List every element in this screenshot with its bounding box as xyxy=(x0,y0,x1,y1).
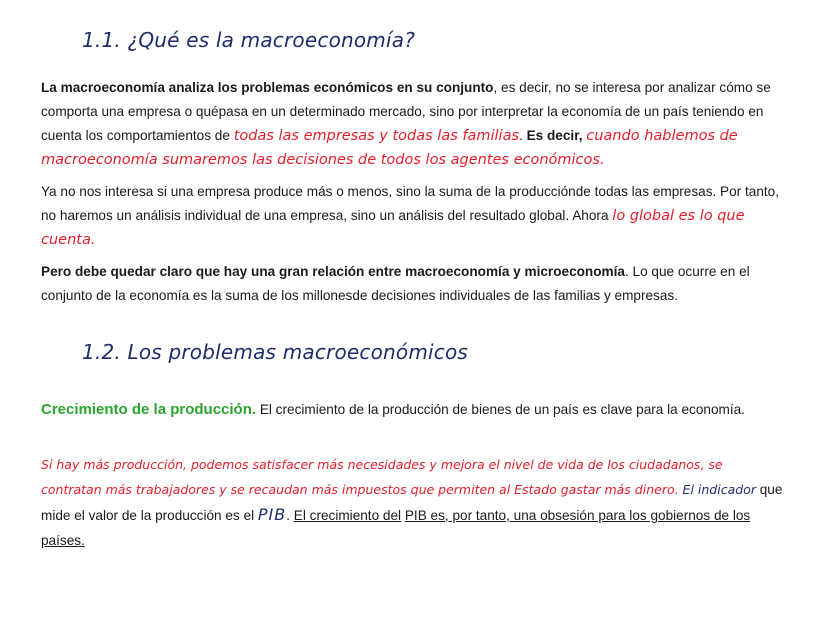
text: . xyxy=(286,508,294,523)
pib-label: PIB xyxy=(257,505,287,524)
bold-intro: La macroeconomía analiza los problemas económicos en su conjunto xyxy=(41,80,494,95)
bold-text: Es decir, xyxy=(526,128,583,143)
handwritten-annotation: Si hay más producción, podemos satisfacer más necesidades y mejora el nivel de vida de los ciudadanos, se contratan más trabajadores y se recaudan más impuestos que permiten al Estado gastar más dinero. xyxy=(41,457,723,497)
text: que mide el valor de la producción es el xyxy=(41,482,783,523)
handwritten-annotation: cuando hablemos de macroeconomía sumaremos las decisiones de todos los agentes económicos. xyxy=(41,128,738,168)
text: . xyxy=(519,128,527,143)
handwritten-annotation: todas las empresas y todas las familias xyxy=(233,128,520,144)
underlined-text: El crecimiento del xyxy=(293,508,402,523)
section-heading-2: 1.2. Los problemas macroeconómicos xyxy=(82,340,469,364)
text: . Lo que ocurre en el conjunto de la economía es la suma de los millonesde decisiones individuales de las familias y empresas. xyxy=(41,264,750,303)
text: Ya no nos interesa si una empresa produce más o menos, sino la suma de la produccióndе todas las empresas. Por tanto, no haremos un análisis individual de una empresa, sino un análisis del resultado global. Ahora xyxy=(41,184,779,223)
green-title: Crecimiento de la producción. xyxy=(41,401,257,418)
handwritten-annotation-blue: El indicador xyxy=(678,482,756,497)
paragraph-macroeconomia-definicion xyxy=(41,76,787,172)
paragraph-crecimiento-produccion xyxy=(41,398,787,422)
bold-intro: Pero debe quedar claro que hay una gran relación entre macroeconomía y microeconomía xyxy=(41,264,625,279)
handwritten-annotation: lo global es lo que cuenta. xyxy=(41,208,745,248)
paragraph-pib xyxy=(41,452,787,553)
paragraph-suma-produccion xyxy=(41,180,787,252)
paragraph-relacion-macro-micro xyxy=(41,260,787,308)
text: El crecimiento de la producción de bienes de un país es clave para la economía. xyxy=(256,402,745,417)
section-heading-1: 1.1. ¿Qué es la macroeconomía? xyxy=(82,28,416,52)
underlined-text: PIB es, por tanto, una obsesión para los gobiernos de los países. xyxy=(41,508,751,548)
text: , es decir, no se interesa por analizar cómo se comporta una empresa o quépasa en un determinado mercado, sino por interpretar la economía de un país teniendo en cuenta los comportamientos de xyxy=(41,80,771,143)
